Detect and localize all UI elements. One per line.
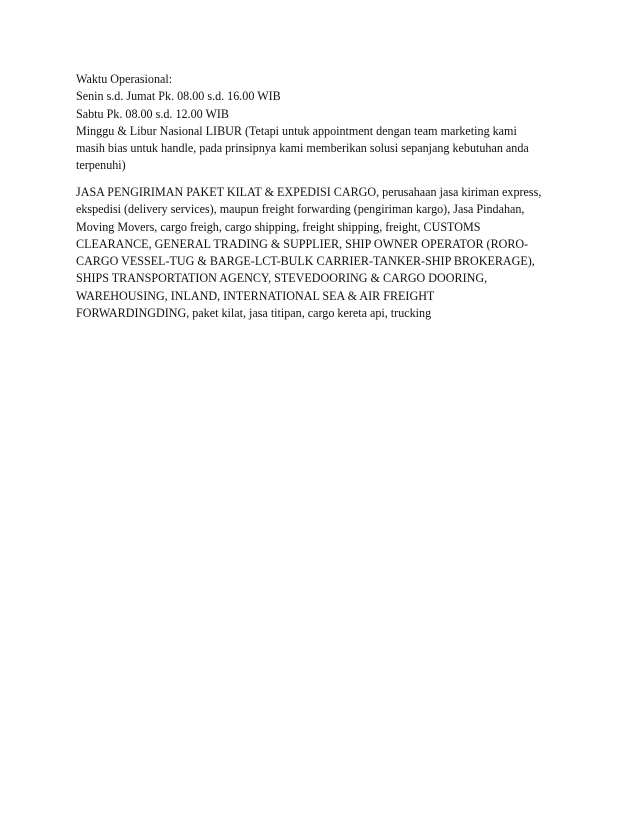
services-paragraph-line: FORWARDINGDING, paket kilat, jasa titipan, cargo kereta api, trucking bbox=[76, 306, 432, 321]
services-paragraph-line: JASA PENGIRIMAN PAKET KILAT & EXPEDISI CARGO, perusahaan jasa kiriman express, bbox=[76, 185, 542, 199]
operating-hours-heading: Waktu Operasional: bbox=[76, 72, 173, 86]
services-paragraph-line: Moving Movers, cargo freigh, cargo shipping, freight shipping, freight, CUSTOMS bbox=[76, 219, 481, 234]
services-paragraph-line: SHIPS TRANSPORTATION AGENCY, STEVEDOORING & CARGO DOORING, bbox=[76, 271, 488, 286]
holiday-note-line: masih bias untuk handle, pada prinsipnya kami memberikan solusi sepanjang kebutuhan anda bbox=[76, 141, 529, 156]
weekday-hours-line: Senin s.d. Jumat Pk. 08.00 s.d. 16.00 WIB bbox=[76, 89, 281, 104]
services-paragraph-line: WAREHOUSING, INLAND, INTERNATIONAL SEA & AIR FREIGHT bbox=[76, 288, 435, 303]
operating-hours-section bbox=[76, 71, 566, 175]
holiday-note-line: Minggu & Libur Nasional LIBUR (Tetapi untuk appointment dengan team marketing kami bbox=[76, 123, 517, 138]
services-paragraph-line: CLEARANCE, GENERAL TRADING & SUPPLIER, SHIP OWNER OPERATOR (RORO- bbox=[76, 236, 529, 251]
saturday-hours-line: Sabtu Pk. 08.00 s.d. 12.00 WIB bbox=[76, 106, 229, 121]
services-section bbox=[76, 184, 566, 322]
services-paragraph-line: CARGO VESSEL-TUG & BARGE-LCT-BULK CARRIER-TANKER-SHIP BROKERAGE), bbox=[76, 254, 535, 269]
holiday-note-line: terpenuhi) bbox=[76, 158, 126, 173]
services-paragraph-line: ekspedisi (delivery services), maupun freight forwarding (pengiriman kargo), Jasa Pindahan, bbox=[76, 202, 525, 217]
